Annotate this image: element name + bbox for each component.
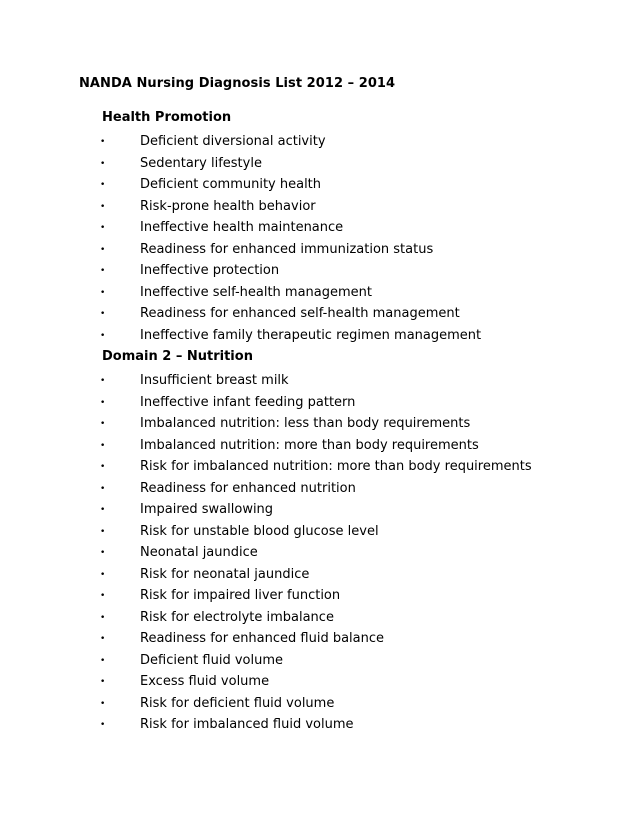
bullet-icon: • [100, 376, 106, 386]
list-item-text: Ineffective protection [140, 263, 280, 278]
bullet-icon: • [100, 419, 106, 429]
bullet-icon: • [100, 591, 106, 601]
list-item-text: Deficient community health [140, 177, 322, 192]
list-item-text: Ineffective family therapeutic regimen management [140, 327, 482, 343]
list-item [100, 325, 482, 347]
list-item-text: Risk for electrolyte imbalance [140, 609, 334, 625]
list-item-text: Risk for deficient fluid volume [140, 695, 335, 711]
list-item [100, 521, 379, 543]
bullet-icon: • [100, 244, 106, 255]
list-item [100, 542, 258, 564]
list-item [100, 282, 373, 304]
list-item-text: Excess fluid volume [140, 674, 270, 689]
list-item [100, 456, 532, 478]
list-item [100, 217, 344, 239]
list-item [100, 564, 310, 586]
list-item [100, 499, 274, 521]
list-item [100, 153, 262, 175]
list-item-text: Readiness for enhanced fluid balance [140, 631, 385, 646]
diagnosis-list [100, 131, 482, 346]
list-item [100, 650, 284, 672]
section-nutrition [100, 347, 532, 736]
bullet-icon: • [100, 720, 106, 730]
list-item-text: Deficient fluid volume [140, 652, 284, 668]
list-item [100, 435, 479, 457]
bullet-icon: • [100, 397, 106, 408]
bullet-icon: • [100, 569, 106, 580]
list-item [100, 585, 341, 607]
bullet-icon: • [100, 266, 106, 276]
list-item [100, 260, 280, 282]
list-item-text: Risk for unstable blood glucose level [140, 523, 379, 539]
bullet-icon: • [100, 483, 106, 494]
list-item-text: Readiness for enhanced self-health management [140, 306, 460, 321]
section-health-promotion [100, 108, 482, 346]
list-item-text: Ineffective infant feeding pattern [140, 394, 356, 410]
list-item [100, 303, 460, 325]
list-item-text: Risk for imbalanced nutrition: more than body requirements [140, 459, 532, 474]
list-item-text: Readiness for enhanced immunization status [140, 241, 434, 257]
list-item-text: Readiness for enhanced nutrition [140, 480, 356, 496]
list-item-text: Sedentary lifestyle [140, 155, 262, 171]
list-item [100, 671, 270, 693]
bullet-icon: • [100, 505, 106, 515]
bullet-icon: • [100, 137, 106, 147]
list-item-text: Ineffective health maintenance [140, 220, 344, 235]
diagnosis-list [100, 370, 532, 736]
list-item [100, 239, 434, 261]
list-item [100, 174, 322, 196]
bullet-icon: • [100, 526, 106, 537]
section-heading: Health Promotion [102, 110, 232, 125]
bullet-icon: • [100, 612, 106, 623]
list-item-text: Impaired swallowing [140, 502, 274, 517]
bullet-icon: • [100, 223, 106, 233]
list-item-text: Deficient diversional activity [140, 134, 326, 149]
bullet-icon: • [100, 462, 106, 472]
bullet-icon: • [100, 201, 106, 212]
list-item-text: Risk for imbalanced fluid volume [140, 717, 354, 732]
list-item-text: Ineffective self-health management [140, 284, 373, 300]
list-item [100, 131, 326, 153]
list-item-text: Imbalanced nutrition: less than body requirements [140, 416, 471, 431]
list-item [100, 370, 289, 392]
list-item [100, 607, 334, 629]
list-item-text: Risk for impaired liver function [140, 588, 341, 603]
list-item-text: Risk-prone health behavior [140, 198, 316, 214]
list-item [100, 392, 356, 414]
list-item [100, 628, 385, 650]
bullet-icon: • [100, 677, 106, 687]
document-title: NANDA Nursing Diagnosis List 2012 – 2014 [79, 76, 396, 91]
list-item-text: Risk for neonatal jaundice [140, 566, 310, 582]
bullet-icon: • [100, 287, 106, 298]
list-item [100, 196, 316, 218]
list-item-text: Neonatal jaundice [140, 545, 258, 560]
bullet-icon: • [100, 309, 106, 319]
bullet-icon: • [100, 655, 106, 666]
list-item-text: Imbalanced nutrition: more than body requirements [140, 437, 479, 453]
bullet-icon: • [100, 158, 106, 169]
list-item-text: Insufficient breast milk [140, 373, 289, 388]
bullet-icon: • [100, 634, 106, 644]
bullet-icon: • [100, 548, 106, 558]
list-item [100, 478, 356, 500]
bullet-icon: • [100, 330, 106, 341]
bullet-icon: • [100, 440, 106, 451]
list-item [100, 413, 471, 435]
list-item [100, 714, 354, 736]
list-item [100, 693, 335, 715]
section-heading: Domain 2 – Nutrition [102, 349, 253, 364]
bullet-icon: • [100, 698, 106, 709]
bullet-icon: • [100, 180, 106, 190]
